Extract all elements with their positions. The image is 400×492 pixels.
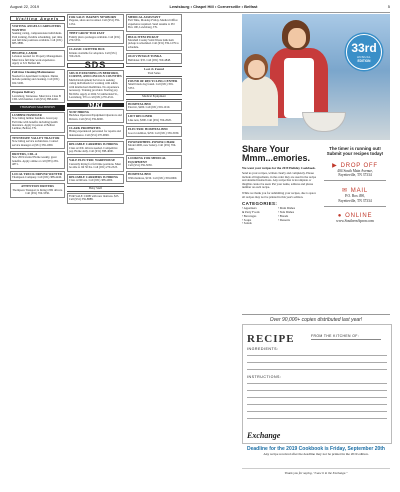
classified-ad: CLARK PROPERTIES Hiring experienced personnel for repairs and maintenance. Call (931) 270-9090. — [67, 125, 124, 139]
share-lead: We want your recipes for the 2019 Holiday Cookbook. — [242, 166, 316, 170]
category-item: • Soups — [242, 217, 252, 222]
mixing-bowl — [302, 112, 346, 132]
mri-ad: NOW HIRING Backhoe Operators/Equipment Operators and Drivers. Call (931) 359-6000. — [67, 109, 124, 123]
ingredients-line[interactable] — [247, 362, 387, 363]
classifieds-column-3 — [126, 14, 182, 184]
sds-ad: SDS IS EXPANDING IN BEDFORD, COFFEE, AND LINCOLN COUNTIES Multi-Development Services is seeking caring individuals for working with adults with intellectual disabilities. No experience necessary. Training provided. Starting pay $9.50/hr. Apply at 2024 S Cumberland St., Lewisburg, TN or call (931) 270-4311. — [67, 70, 124, 101]
exchange-logo: Exchange — [247, 431, 281, 440]
deadline-notice — [242, 446, 390, 456]
mail-address: P.O. Box 490, Fayetteville, TN 37334 — [338, 194, 372, 203]
classified-ad: OLD VINTAGE TONKA Bulldozer. $35. Call (931) 359-4848. — [126, 53, 182, 64]
classified-ad: CLASSIC CRITTER BOX Kittens available for adoption. Call (931) 359-2222. — [67, 46, 124, 60]
section-heading-medical: Medical Equipment — [126, 94, 182, 99]
classified-ad: YALE ELECTRIC WAREHOUSE Currently hiring for full time positions. Must be able to lift 50 lbs. Call (931) 270-2323. — [67, 157, 124, 171]
categories-title: CATEGORIES: — [242, 201, 278, 207]
hero-photo — [242, 14, 390, 140]
instructions-line[interactable] — [247, 411, 387, 412]
instructions-line[interactable] — [247, 404, 387, 405]
classified-ad: ELECTRIC HOSPITAL BED Good condition, $250. Call (931) 359-3030. — [126, 126, 182, 137]
instructions-line[interactable] — [247, 418, 387, 419]
section-heading-lost-found: Lost & Found Yard Sales — [126, 66, 182, 77]
classified-ad: FOR SALE: BARNEY NEWBORN Puppies, shots and wormed. Call (931) 359-1234. — [67, 14, 124, 28]
classified-ad: Propane Delivery Lewisburg, Tennessee. Must have Class B CDL with hazmat. Call (931) 388-4240. — [10, 89, 65, 103]
drop-off-heading: ▶ DROP OFF — [332, 163, 378, 169]
cookbook-ad — [242, 14, 390, 482]
share-paragraph: While we thank you for submitting your recipes, due to space all recipes may not be printed in this year's edition. — [242, 190, 316, 199]
classified-ad: HOSPITAL BED Electric, $200. Call (931) 359-1010. — [126, 101, 182, 112]
drop-off-address: 404 South Main Avenue, Fayetteville, TN 37334 — [337, 169, 373, 178]
from-kitchen-label: FROM THE KITCHEN OF: — [311, 334, 360, 338]
truck-icon: ▶ — [332, 163, 338, 169]
classified-ad: Full time Cleaning/Maintenance Needed for Apartment Complex. Duties include painting and cleaning. Call (931) 922-5200. — [10, 69, 65, 87]
instructions-line[interactable] — [247, 383, 387, 384]
sds-logo: SDS — [67, 63, 124, 68]
category-item: • Side Dishes — [278, 209, 295, 214]
deadline-title: Deadline for the 2019 Cookbook is Friday, September 20th — [246, 446, 385, 452]
thompson-logo: THOMPSON MACHINERY — [10, 105, 65, 110]
classified-ad: FOR SALE: CRIB with new mattress. $25. Call (931) 359-8888. — [67, 193, 124, 204]
category-item: • Main Dishes — [278, 206, 296, 211]
category-item: • Salads — [242, 221, 252, 226]
from-kitchen-line[interactable] — [311, 339, 381, 340]
mail-heading: ✉ MAIL — [341, 188, 369, 195]
online-url[interactable]: www.SouthernApron.com — [336, 218, 374, 223]
anniversary-badge: 33rd ANNUAL EDITION — [346, 34, 382, 70]
visiting-angels-logo: Visiting Angels — [10, 16, 65, 21]
classified-ad: BULK ITEM PICKUP Marshall County Solid Waste bulk item pickup is scheduled. Call (931) 359-1279 to schedule. — [126, 34, 182, 52]
ingredients-line[interactable] — [247, 355, 387, 356]
attention-drivers-ad: ATTENTION DRIVERS Thompson Transport is hiring OTR drivers. Call (931) 359-3336. — [10, 183, 65, 197]
classified-ad: LOOKING FOR MEDICAL EQUIPMENT Call (931) 359-5050. — [126, 155, 182, 169]
instructions-label: INSTRUCTIONS: — [247, 375, 282, 379]
online-heading: ● ONLINE — [337, 212, 373, 219]
classified-ad: HELPER, LABOR Lebanon needed for Property Management. Must have full time work experience. Apply at 321 Belfast Rd. — [10, 50, 65, 68]
page-number: 5 — [387, 4, 390, 9]
paper-name: Lewisburg • Chapel Hill • Cornersville • Belfast — [169, 4, 258, 9]
submit-column — [320, 142, 390, 223]
classified-ad: FOUND OF RECYCLING CENTER Small black dog found. Call (931) 359-5353. — [126, 78, 182, 92]
classified-ad: LOCAL TRUCK DRIVER WANTED Thompson Company. Call (931) 388-4240. — [10, 171, 65, 182]
share-column — [242, 142, 318, 226]
envelope-icon: ✉ — [341, 188, 348, 195]
category-item: • Appetizers — [242, 206, 257, 211]
ingredients-label: INGREDIENTS: — [247, 347, 279, 351]
deadline-subtitle: Any recipe received after the deadline may not be printed in the 2019 edition. — [263, 452, 369, 456]
classified-ad: HOSPITAL BED With mattress, $150. Call (931) 359-6060. — [126, 171, 182, 182]
category-item: • Desserts — [278, 217, 290, 222]
category-item: & Party Foods — [242, 209, 260, 214]
page-header — [10, 4, 390, 13]
classified-ad: DRIVERS, CDL-A New 2019 trucks! Home weekly, great benefits. Apply online or call (855) 239-4871. — [10, 151, 65, 169]
globe-icon: ● — [337, 212, 343, 219]
classifieds-column-1 — [10, 14, 65, 200]
page-footer: Thank you for saying, "I saw it in the Exchange." — [242, 468, 390, 475]
timer-tagline: The timer is running out! Submit your recipes today! — [326, 146, 384, 156]
recipe-card-title: RECIPE — [247, 333, 295, 345]
classified-ad: RELIABLE CARRIERS IS HIRING Class A Drivers. Call (931) 388-4000. — [67, 174, 124, 185]
category-item: • Beverages — [242, 213, 257, 218]
page-date: August 22, 2019 — [10, 4, 40, 9]
classified-ad: MEDICAL ASSISTANT Full Time, Monday-Friday. Medical Office experience required. Send resume to PO Box 100, Lewisburg, TN. — [126, 14, 182, 32]
classified-ad: THEY GROW TOO FAST Family photo packages available. Call (931) 270-5555. — [67, 30, 124, 44]
cookbook-details — [242, 142, 390, 312]
classified-ad: POWERWHEEL POWER CHAIR Model 4000, new battery. Call (931) 359-4040. — [126, 139, 182, 153]
share-paragraph: Send us your recipes, written clearly and completely. Please include all ingredients, in the order they are used in the recipe and detailed instructions. Any recipe that is incomplete or illegible cannot be used. Put your name, address and phone number on each recipe. — [242, 171, 317, 190]
instructions-line[interactable] — [247, 390, 387, 391]
section-heading-baby: Baby Stuff — [67, 186, 124, 191]
distribution-note: Over 90,000+ copies distributed last year! — [242, 314, 390, 323]
classified-ad: LUMBER HANDLER Now hiring lumber handlers. Great pay. Full time with benefits including health insurance. Apply in person at Belfast Lumber, Belfast, TN. — [10, 112, 65, 133]
classified-ad: LIFT RECLINER Like new, $300. Call (931) 359-2020. — [126, 113, 182, 124]
ingredients-line[interactable] — [247, 369, 387, 370]
mri-logo: MRI — [67, 103, 124, 106]
classifieds-column-2 — [67, 14, 124, 206]
categories-list — [242, 207, 318, 226]
classified-ad: TENNESSEE VALLEY TRACTOR Now hiring service technicians. Contact service manager at (931) 359-1000. — [10, 135, 65, 149]
recipe-card — [242, 324, 392, 444]
share-title: Share Your Mmm...emories. — [242, 144, 311, 163]
instructions-line[interactable] — [247, 397, 387, 398]
category-item: • Breads — [278, 213, 289, 218]
classified-ad: RELIABLE CARRIERS IS HIRING Class A CDL drivers needed. Competitive pay. Home daily. Call (931) 388-4000. — [67, 141, 124, 155]
classified-ad: VISITING ANGELS CAREGIVERS WANTED Seeking caring, compassionate individuals. Paid training, flexible scheduling, part time and full time positions available. Call (931) 685-3880. — [10, 23, 65, 47]
